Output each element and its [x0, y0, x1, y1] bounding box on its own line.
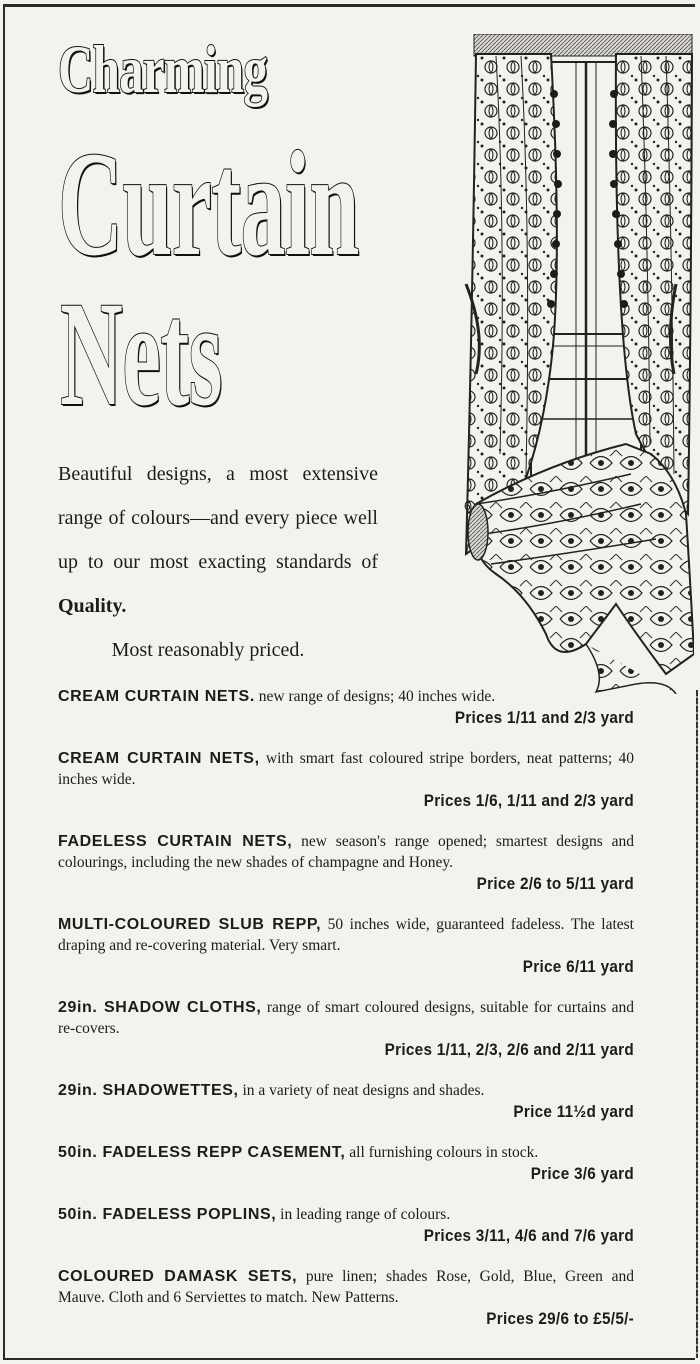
product-name: 29in. SHADOW CLOTHS, [58, 999, 262, 1016]
intro-reason: Most reasonably priced. [111, 639, 305, 661]
product-price: Price 3/6 yard [530, 1164, 634, 1183]
product-name: COLOURED DAMASK SETS, [58, 1268, 298, 1285]
product-price: Prices 3/11, 4/6 and 7/6 yard [423, 1226, 634, 1245]
product-description [58, 914, 634, 956]
product-name: CREAM CURTAIN NETS, [58, 750, 260, 767]
intro-quality-word: Quality. [58, 595, 127, 617]
product-name: 29in. SHADOWETTES, [58, 1082, 239, 1099]
product-description [58, 1080, 634, 1101]
product-detail: pure linen; shades Rose, Gold, Blue, Green and Mauve. Cloth and 6 Serviettes to match. New Patterns. [58, 1268, 634, 1306]
illustration-label: 6 [464, 499, 471, 513]
product-item [58, 1142, 634, 1184]
product-item [58, 997, 634, 1060]
product-detail: 50 inches wide, guaranteed fadeless. The latest draping and re-covering material. Very smart. [58, 916, 634, 954]
product-detail: new range of designs; 40 inches wide. [254, 688, 496, 705]
product-price: Price 2/6 to 5/11 yard [476, 874, 634, 893]
product-item [58, 748, 634, 811]
product-item [58, 1204, 634, 1246]
product-detail: in a variety of neat designs and shades. [238, 1082, 485, 1099]
curtain-window-illustration-icon [436, 34, 694, 694]
product-detail: range of smart coloured designs, suitable for curtains and re-covers. [58, 999, 634, 1037]
headline-curtain: Curtain [58, 121, 359, 287]
product-description [58, 1142, 634, 1163]
product-name: CREAM CURTAIN NETS. [58, 688, 255, 705]
product-description [58, 831, 634, 873]
product-description [58, 1266, 634, 1308]
product-price: Prices 1/11 and 2/3 yard [454, 708, 634, 727]
intro-paragraph [58, 452, 378, 672]
product-list [58, 686, 634, 1349]
product-item [58, 831, 634, 894]
product-price: Prices 1/11, 2/3, 2/6 and 2/11 yard [384, 1040, 634, 1059]
product-detail: new season's range opened; smartest designs and colourings, including the new shades of champagne and Honey. [58, 833, 634, 871]
product-item [58, 1080, 634, 1122]
product-name: FADELESS CURTAIN NETS, [58, 833, 293, 850]
product-detail: with smart fast coloured stripe borders, neat patterns; 40 inches wide. [58, 750, 634, 788]
product-name: 50in. FADELESS REPP CASEMENT, [58, 1144, 346, 1161]
product-item [58, 914, 634, 977]
product-item [58, 1266, 634, 1329]
intro-text [58, 452, 378, 628]
product-description [58, 997, 634, 1039]
product-name: 50in. FADELESS POPLINS, [58, 1206, 277, 1223]
right-border [696, 690, 698, 1358]
product-description [58, 686, 634, 707]
product-detail: in leading range of colours. [276, 1206, 451, 1223]
headline-charming: Charming [58, 31, 268, 107]
intro-text-main: Beautiful designs, a most extensive range of colours—and every piece well up to our most exacting standards of [58, 463, 378, 573]
product-detail: all furnishing colours in stock. [345, 1144, 539, 1161]
product-price: Price 11½d yard [513, 1102, 634, 1121]
headline-nets: Nets [60, 271, 222, 437]
product-description [58, 748, 634, 790]
product-price: Prices 1/6, 1/11 and 2/3 yard [423, 791, 634, 810]
product-price: Prices 29/6 to £5/5/- [486, 1309, 634, 1328]
product-price: Price 6/11 yard [522, 957, 634, 976]
product-item [58, 686, 634, 728]
product-description [58, 1204, 634, 1225]
product-name: MULTI-COLOURED SLUB REPP, [58, 916, 322, 933]
